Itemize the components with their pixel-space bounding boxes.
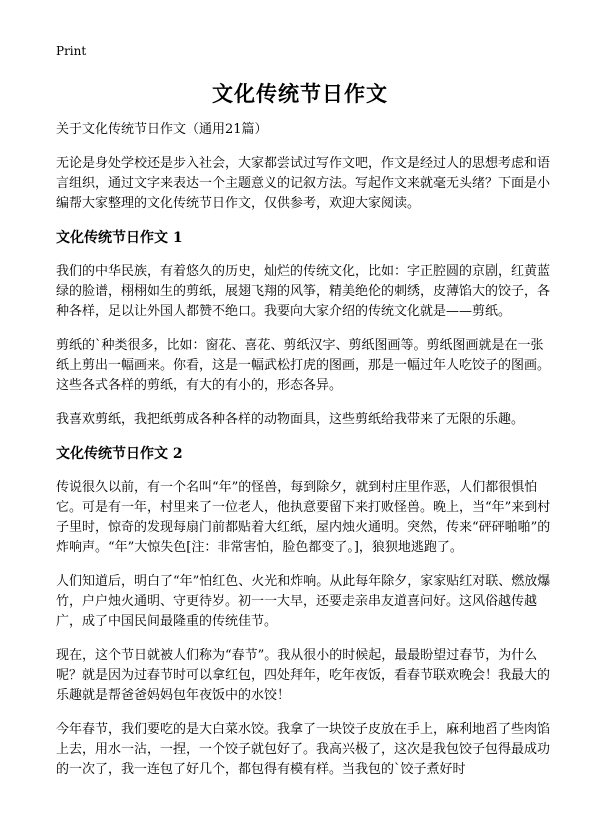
document-body xyxy=(56,120,552,794)
section-2-paragraph: 今年春节，我们要吃的是大白菜水饺。我拿了一块饺子皮放在手上，麻利地舀了些肉馅上去，用水一沾，一捏，一个饺子就包好了。我高兴极了，这次是我包饺子包得最成功的一次了，我一连包了好几个，都包得有模有样。当我包的`饺子煮好时 xyxy=(56,722,551,777)
print-label: Print xyxy=(56,44,87,58)
section-1-paragraph: 我喜欢剪纸，我把纸剪成各种各样的动物面具，这些剪纸给我带来了无限的乐趣。 xyxy=(56,412,525,427)
section-heading-2: 文化传统节日作文 2 xyxy=(56,446,183,462)
intro-paragraph: 无论是身处学校还是步入社会，大家都尝试过写作文吧，作文是经过人的思想考虑和语言组织，通过文字来表达一个主题意义的记叙方法。写起作文来就毫无头绪？下面是小编帮大家整理的文化传统节日作文，仅供参考，欢迎大家阅读。 xyxy=(56,156,551,211)
document-title: 文化传统节日作文 xyxy=(212,81,388,106)
section-2-paragraph: 现在，这个节日就被人们称为“春节”。我从很小的时候起，最最盼望过春节，为什么呢？就是因为过春节时可以拿红包，四处拜年，吃年夜饭，看春节联欢晚会！我最大的乐趣就是帮爸爸妈妈包年夜饭中的水饺！ xyxy=(56,648,551,703)
section-2-paragraph: 人们知道后，明白了“年”怕红色、火光和炸响。从此每年除夕，家家贴红对联、燃放爆竹，户户烛火通明、守更待岁。初一一大早，还要走亲串友道喜问好。这风俗越传越广，成了中国民间最隆重的传统佳节。 xyxy=(56,574,551,629)
section-1-paragraph: 我们的中华民族，有着悠久的历史，灿烂的传统文化，比如：字正腔圆的京剧，红黄蓝绿的脸谱，栩栩如生的剪纸，展翅飞翔的风筝，精美绝伦的刺绣，皮薄馅大的饺子，各种各样，足以让外国人都赞不绝口。我要向大家介绍的传统文化就是——剪纸。 xyxy=(56,264,551,319)
section-1-paragraph: 剪纸的`种类很多，比如：窗花、喜花、剪纸汉字、剪纸图画等。剪纸图画就是在一张纸上剪出一幅画来。你看，这是一幅武松打虎的图画，那是一幅过年人吃饺子的图画。这些各式各样的剪纸，有大的有小的，形态各异。 xyxy=(56,338,551,393)
document-subtitle: 关于文化传统节日作文（通用21篇） xyxy=(56,122,268,137)
section-2-paragraph: 传说很久以前，有一个名叫“年”的怪兽，每到除夕，就到村庄里作恶，人们都很惧怕它。可是有一年，村里来了一位老人，他执意要留下来打败怪兽。晚上，当“年”来到村子里时，惊奇的发现每扇门前都贴着大红纸，屋内烛火通明。突然，传来“砰砰啪啪”的炸响声。“年”大惊失色[注：非常害怕，脸色都变了。]，狼狈地逃跑了。 xyxy=(56,480,551,555)
section-heading-1: 文化传统节日作文 1 xyxy=(56,230,183,246)
